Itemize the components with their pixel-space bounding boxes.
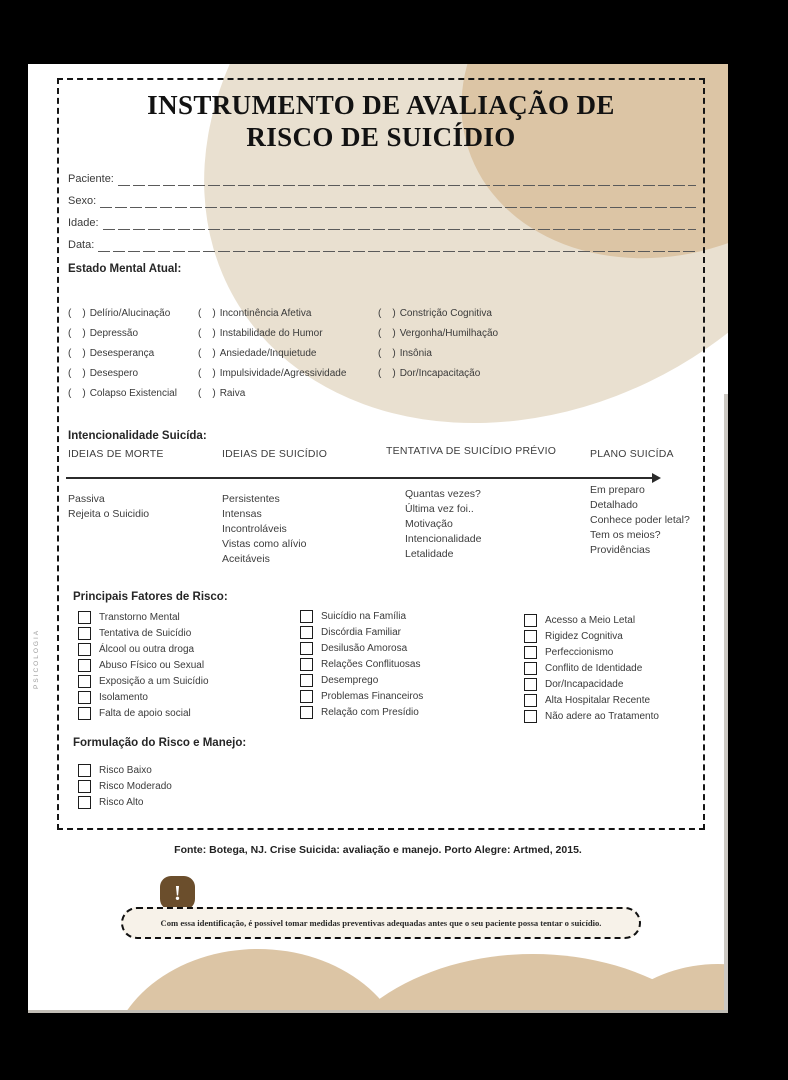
paren-checkbox-open: ( <box>378 348 382 359</box>
mental-state-item[interactable] <box>198 324 346 344</box>
checkbox[interactable] <box>78 796 91 809</box>
risk-factor-item[interactable] <box>78 673 209 689</box>
checkbox[interactable] <box>300 642 313 655</box>
field-input-line[interactable] <box>118 173 696 186</box>
paren-checkbox-close: ) <box>82 348 86 359</box>
intent-item: Tem os meios? <box>590 529 661 541</box>
intent-item: Última vez foi.. <box>405 503 474 515</box>
risk-factor-item[interactable] <box>78 609 209 625</box>
mental-state-item[interactable] <box>198 344 346 364</box>
page-title <box>78 90 684 153</box>
mental-state-item-label: Desesperança <box>89 348 155 359</box>
risk-factor-item-label: Relações Conflituosas <box>321 658 421 670</box>
risk-factor-item[interactable] <box>300 688 423 704</box>
paren-checkbox-close: ) <box>82 388 86 399</box>
mental-state-item[interactable] <box>68 324 177 344</box>
intent-header-suicide-ideas: IDEIAS DE SUICÍDIO <box>222 448 328 460</box>
checkbox[interactable] <box>78 707 91 720</box>
checkbox[interactable] <box>524 662 537 675</box>
intent-item: Detalhado <box>590 499 638 511</box>
risk-factor-item-label: Alta Hospitalar Recente <box>545 694 651 706</box>
warning-note-box <box>121 907 641 939</box>
checkbox[interactable] <box>524 630 537 643</box>
mental-state-column-3 <box>378 304 498 384</box>
risk-factor-item[interactable] <box>300 624 423 640</box>
mental-state-item-label: Delírio/Alucinação <box>89 308 171 319</box>
document-page <box>28 64 728 1013</box>
severity-arrow-head-icon <box>652 473 661 483</box>
intent-items-suicide-plan <box>590 483 690 558</box>
checkbox[interactable] <box>78 643 91 656</box>
risk-factor-item-label: Desemprego <box>321 674 379 686</box>
mental-state-item-label: Raiva <box>219 388 246 399</box>
field-label: Data: <box>68 239 95 251</box>
mental-state-item[interactable] <box>378 364 498 384</box>
checkbox[interactable] <box>300 626 313 639</box>
intent-header-previous-attempt: TENTATIVA DE SUICÍDIO PRÉVIO <box>386 445 557 457</box>
paren-checkbox-close: ) <box>212 388 216 399</box>
risk-factor-item[interactable] <box>300 656 423 672</box>
checkbox[interactable] <box>78 611 91 624</box>
checkbox[interactable] <box>78 659 91 672</box>
intent-item: Intensas <box>222 508 262 520</box>
mental-state-item-label: Insônia <box>399 348 432 359</box>
risk-factor-item-label: Conflito de Identidade <box>545 662 643 674</box>
risk-factor-item-label: Exposição a um Suicídio <box>99 675 209 687</box>
mental-state-item-label: Impulsividade/Agressividade <box>219 368 347 379</box>
intent-item: Incontroláveis <box>222 523 287 535</box>
mental-state-item-label: Vergonha/Humilhação <box>399 328 499 339</box>
risk-factor-item-label: Abuso Físico ou Sexual <box>99 659 205 671</box>
section-heading-risk-factors: Principais Fatores de Risco: <box>73 591 228 603</box>
risk-factor-item[interactable] <box>524 644 659 660</box>
checkbox[interactable] <box>300 610 313 623</box>
mental-state-item[interactable] <box>198 384 346 404</box>
field-input-line[interactable] <box>103 217 696 230</box>
page-title-line1: INSTRUMENTO DE AVALIAÇÃO DE <box>147 90 615 120</box>
paren-checkbox-open: ( <box>68 348 72 359</box>
intent-items-death-ideas <box>68 492 149 522</box>
intent-item: Persistentes <box>222 493 280 505</box>
field-row <box>68 164 696 186</box>
risk-factor-item[interactable] <box>78 705 209 721</box>
intent-item: Rejeita o Suicidio <box>68 508 150 520</box>
checkbox[interactable] <box>524 678 537 691</box>
mental-state-item-label: Colapso Existencial <box>89 388 177 399</box>
risk-factor-item-label: Dor/Incapacidade <box>545 678 624 690</box>
risk-factor-item[interactable] <box>78 657 209 673</box>
patient-fields <box>68 164 696 252</box>
risk-factor-item[interactable] <box>300 672 423 688</box>
intent-item: Quantas vezes? <box>405 488 481 500</box>
paren-checkbox-close: ) <box>212 348 216 359</box>
field-label: Paciente: <box>68 173 114 185</box>
intent-item: Passiva <box>68 493 105 505</box>
field-row <box>68 230 696 252</box>
paren-checkbox-open: ( <box>378 328 382 339</box>
mental-state-item[interactable] <box>378 324 498 344</box>
paren-checkbox-close: ) <box>392 348 396 359</box>
risk-level-item[interactable] <box>78 794 172 810</box>
intent-item: Providências <box>590 544 651 556</box>
risk-factor-item[interactable] <box>524 692 659 708</box>
risk-factor-item[interactable] <box>78 641 209 657</box>
severity-arrow-line <box>66 477 654 479</box>
paren-checkbox-close: ) <box>392 328 396 339</box>
intent-item: Motivação <box>405 518 453 530</box>
intent-item: Aceitáveis <box>222 553 270 565</box>
mental-state-item-label: Constrição Cognitiva <box>399 308 492 319</box>
intent-item: Conhece poder letal? <box>590 514 690 526</box>
risk-factor-item[interactable] <box>524 628 659 644</box>
risk-factor-item[interactable] <box>300 640 423 656</box>
field-row <box>68 186 696 208</box>
mental-state-item-label: Incontinência Afetiva <box>219 308 312 319</box>
risk-factors-column-2 <box>300 608 423 720</box>
risk-factor-item-label: Rigidez Cognitiva <box>545 630 623 642</box>
field-row <box>68 208 696 230</box>
risk-factor-item-label: Suicídio na Família <box>321 610 407 622</box>
paren-checkbox-open: ( <box>378 308 382 319</box>
risk-factor-item-label: Perfeccionismo <box>545 646 614 658</box>
risk-factor-item-label: Falta de apoio social <box>99 707 191 719</box>
checkbox[interactable] <box>78 627 91 640</box>
intent-item: Intencionalidade <box>405 533 482 545</box>
paren-checkbox-close: ) <box>212 368 216 379</box>
checkbox[interactable] <box>524 694 537 707</box>
intent-item: Em preparo <box>590 484 645 496</box>
checkbox[interactable] <box>78 691 91 704</box>
paren-checkbox-close: ) <box>82 328 86 339</box>
field-label: Sexo: <box>68 195 97 207</box>
section-heading-mental-state: Estado Mental Atual: <box>68 263 182 275</box>
field-input-line[interactable] <box>98 239 696 252</box>
risk-factor-item[interactable] <box>78 689 209 705</box>
paren-checkbox-open: ( <box>378 368 382 379</box>
risk-factor-item-label: Não adere ao Tratamento <box>545 710 659 722</box>
checkbox[interactable] <box>300 690 313 703</box>
paren-checkbox-open: ( <box>198 308 202 319</box>
mental-state-item[interactable] <box>68 344 177 364</box>
mental-state-item[interactable] <box>198 364 346 384</box>
mental-state-item[interactable] <box>68 304 177 324</box>
section-heading-risk-formulation: Formulação do Risco e Manejo: <box>73 737 247 749</box>
checkbox[interactable] <box>78 764 91 777</box>
mental-state-item[interactable] <box>68 384 177 404</box>
intent-items-previous-attempt <box>405 487 481 562</box>
mental-state-item[interactable] <box>68 364 177 384</box>
risk-level-item-label: Risco Moderado <box>99 780 172 792</box>
checkbox[interactable] <box>78 780 91 793</box>
page-title-line2: RISCO DE SUICÍDIO <box>246 121 516 152</box>
field-input-line[interactable] <box>100 195 696 208</box>
checkbox[interactable] <box>524 614 537 627</box>
risk-factor-item-label: Tentativa de Suicídio <box>99 627 192 639</box>
mental-state-item[interactable] <box>198 304 346 324</box>
checkbox[interactable] <box>300 674 313 687</box>
risk-factor-item[interactable] <box>300 608 423 624</box>
vertical-watermark-text: PSICOLOGIA <box>33 628 40 689</box>
paren-checkbox-open: ( <box>68 388 72 399</box>
mental-state-item-label: Instabilidade do Humor <box>219 328 323 339</box>
field-label: Idade: <box>68 217 99 229</box>
checkbox[interactable] <box>78 675 91 688</box>
mental-state-item[interactable] <box>378 304 498 324</box>
risk-factor-item-label: Acesso a Meio Letal <box>545 614 636 626</box>
paren-checkbox-open: ( <box>198 348 202 359</box>
risk-factor-item[interactable] <box>524 660 659 676</box>
risk-factor-item[interactable] <box>300 704 423 720</box>
risk-level-item-label: Risco Baixo <box>99 764 152 776</box>
paren-checkbox-close: ) <box>392 368 396 379</box>
risk-factor-item-label: Relação com Presídio <box>321 706 419 718</box>
risk-factor-item-label: Transtorno Mental <box>99 611 180 623</box>
paren-checkbox-close: ) <box>212 308 216 319</box>
warning-note-text: Com essa identificação, é possível tomar medidas preventivas adequadas antes que o seu paciente possa tentar o suicídio. <box>160 918 602 928</box>
paren-checkbox-open: ( <box>68 328 72 339</box>
risk-factor-item[interactable] <box>524 708 659 724</box>
checkbox[interactable] <box>524 646 537 659</box>
risk-factor-item-label: Desilusão Amorosa <box>321 642 408 654</box>
source-citation: Fonte: Botega, NJ. Crise Suicida: avaliação e manejo. Porto Alegre: Artmed, 2015. <box>174 844 582 856</box>
checkbox[interactable] <box>300 706 313 719</box>
section-heading-suicidal-intent: Intencionalidade Suicída: <box>68 430 207 442</box>
paren-checkbox-open: ( <box>198 388 202 399</box>
intent-header-suicide-plan: PLANO SUICÍDA <box>590 448 674 460</box>
risk-formulation-list <box>78 762 172 810</box>
risk-factor-item[interactable] <box>524 676 659 692</box>
checkbox[interactable] <box>524 710 537 723</box>
paren-checkbox-open: ( <box>68 368 72 379</box>
intent-item: Vistas como alívio <box>222 538 307 550</box>
paren-checkbox-close: ) <box>212 328 216 339</box>
mental-state-item-label: Depressão <box>89 328 139 339</box>
mental-state-item-label: Ansiedade/Inquietude <box>219 348 317 359</box>
risk-level-item-label: Risco Alto <box>99 796 144 808</box>
paren-checkbox-open: ( <box>68 308 72 319</box>
mental-state-column-2 <box>198 304 346 404</box>
intent-header-death-ideas: IDEIAS DE MORTE <box>68 448 164 460</box>
risk-factor-item-label: Isolamento <box>99 691 148 703</box>
paren-checkbox-open: ( <box>198 368 202 379</box>
risk-factor-item-label: Discórdia Familiar <box>321 626 402 638</box>
risk-factors-column-1 <box>78 609 209 721</box>
form-content <box>28 64 728 1013</box>
paren-checkbox-close: ) <box>82 308 86 319</box>
risk-factor-item-label: Problemas Financeiros <box>321 690 424 702</box>
risk-factor-item[interactable] <box>524 612 659 628</box>
mental-state-item-label: Desespero <box>89 368 139 379</box>
mental-state-item-label: Dor/Incapacitação <box>399 368 481 379</box>
paren-checkbox-close: ) <box>392 308 396 319</box>
checkbox[interactable] <box>300 658 313 671</box>
intent-items-suicide-ideas <box>222 492 306 567</box>
paren-checkbox-open: ( <box>198 328 202 339</box>
alert-exclamation-icon: ! <box>160 876 195 910</box>
intent-item: Letalidade <box>405 548 454 560</box>
risk-factor-item[interactable] <box>78 625 209 641</box>
risk-factor-item-label: Álcool ou outra droga <box>99 643 195 655</box>
mental-state-column-1 <box>68 304 177 404</box>
risk-level-item[interactable] <box>78 762 172 778</box>
paren-checkbox-close: ) <box>82 368 86 379</box>
risk-factors-column-3 <box>524 612 659 724</box>
mental-state-item[interactable] <box>378 344 498 364</box>
risk-level-item[interactable] <box>78 778 172 794</box>
